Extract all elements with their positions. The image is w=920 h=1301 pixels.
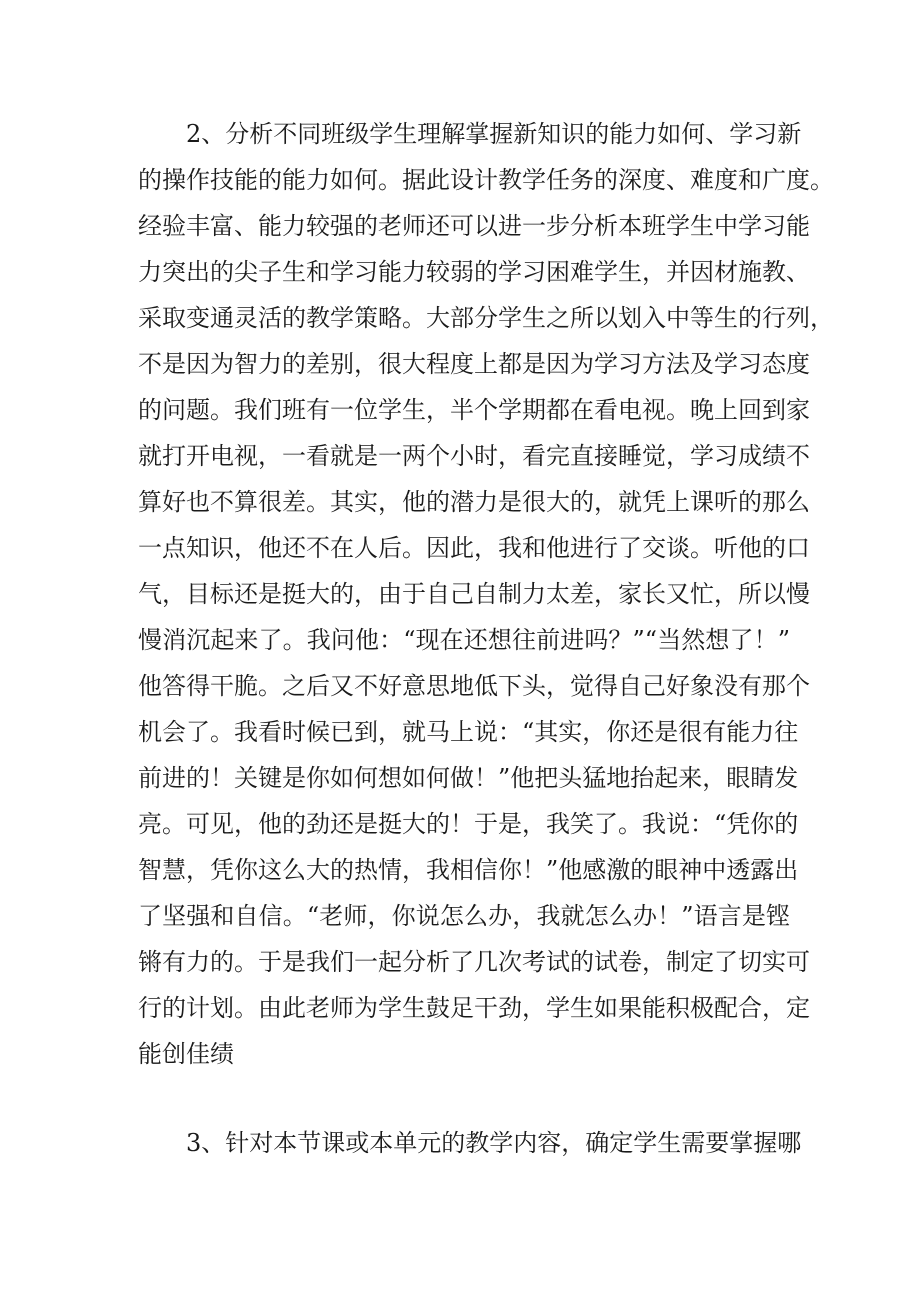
paragraph-2-line-5: 采取变通灵活的教学策略。大部分学生之所以划入中等生的行列， [138, 304, 834, 332]
paragraph-2-line-17: 智慧，凭你这么大的热情，我相信你！”他感激的眼神中透露出 [138, 856, 799, 884]
paragraph-2-line-12: 慢消沉起来了。我问他：“现在还想往前进吗？”“当然想了！” [138, 626, 790, 654]
paragraph-2-line-16: 亮。可见，他的劲还是挺大的！于是，我笑了。我说：“凭你的 [138, 810, 799, 838]
paragraph-2-line-2: 的操作技能的能力如何。据此设计教学任务的深度、难度和广度。 [138, 166, 834, 194]
paragraph-2-line-6: 不是因为智力的差别，很大程度上都是因为学习方法及学习态度 [138, 350, 810, 378]
paragraph-2-line-13: 他答得干脆。之后又不好意思地低下头，觉得自己好象没有那个 [138, 672, 810, 700]
paragraph-2-line-4: 力突出的尖子生和学习能力较弱的学习困难学生，并因材施教、 [138, 258, 810, 286]
paragraph-2-line-14: 机会了。我看时候已到，就马上说：“其实，你还是很有能力往 [138, 718, 799, 746]
paragraph-2-line-1: 2、分析不同班级学生理解掌握新知识的能力如何、学习新 [186, 120, 802, 148]
paragraph-2-line-21: 能创佳绩 [138, 1040, 234, 1068]
paragraph-2-line-8: 就打开电视，一看就是一两个小时，看完直接睡觉，学习成绩不 [138, 442, 810, 470]
paragraph-2-line-10: 一点知识，他还不在人后。因此，我和他进行了交谈。听他的口 [138, 534, 810, 562]
paragraph-2-line-19: 锵有力的。于是我们一起分析了几次考试的试卷，制定了切实可 [138, 948, 810, 976]
paragraph-3-line-1: 3、针对本节课或本单元的教学内容，确定学生需要掌握哪 [186, 1129, 802, 1157]
paragraph-2-line-9: 算好也不算很差。其实，他的潜力是很大的，就凭上课听的那么 [138, 488, 810, 516]
paragraph-2-line-20: 行的计划。由此老师为学生鼓足干劲，学生如果能积极配合，定 [138, 994, 810, 1022]
paragraph-2-line-11: 气，目标还是挺大的，由于自己自制力太差，家长又忙，所以慢 [138, 580, 810, 608]
paragraph-2-line-3: 经验丰富、能力较强的老师还可以进一步分析本班学生中学习能 [138, 212, 810, 240]
paragraph-2-line-15: 前进的！关键是你如何想如何做！”他把头猛地抬起来，眼睛发 [138, 764, 799, 792]
paragraph-2-line-18: 了坚强和自信。“老师，你说怎么办，我就怎么办！”语言是铿 [138, 902, 790, 930]
paragraph-2-line-7: 的问题。我们班有一位学生，半个学期都在看电视。晚上回到家 [138, 396, 810, 424]
